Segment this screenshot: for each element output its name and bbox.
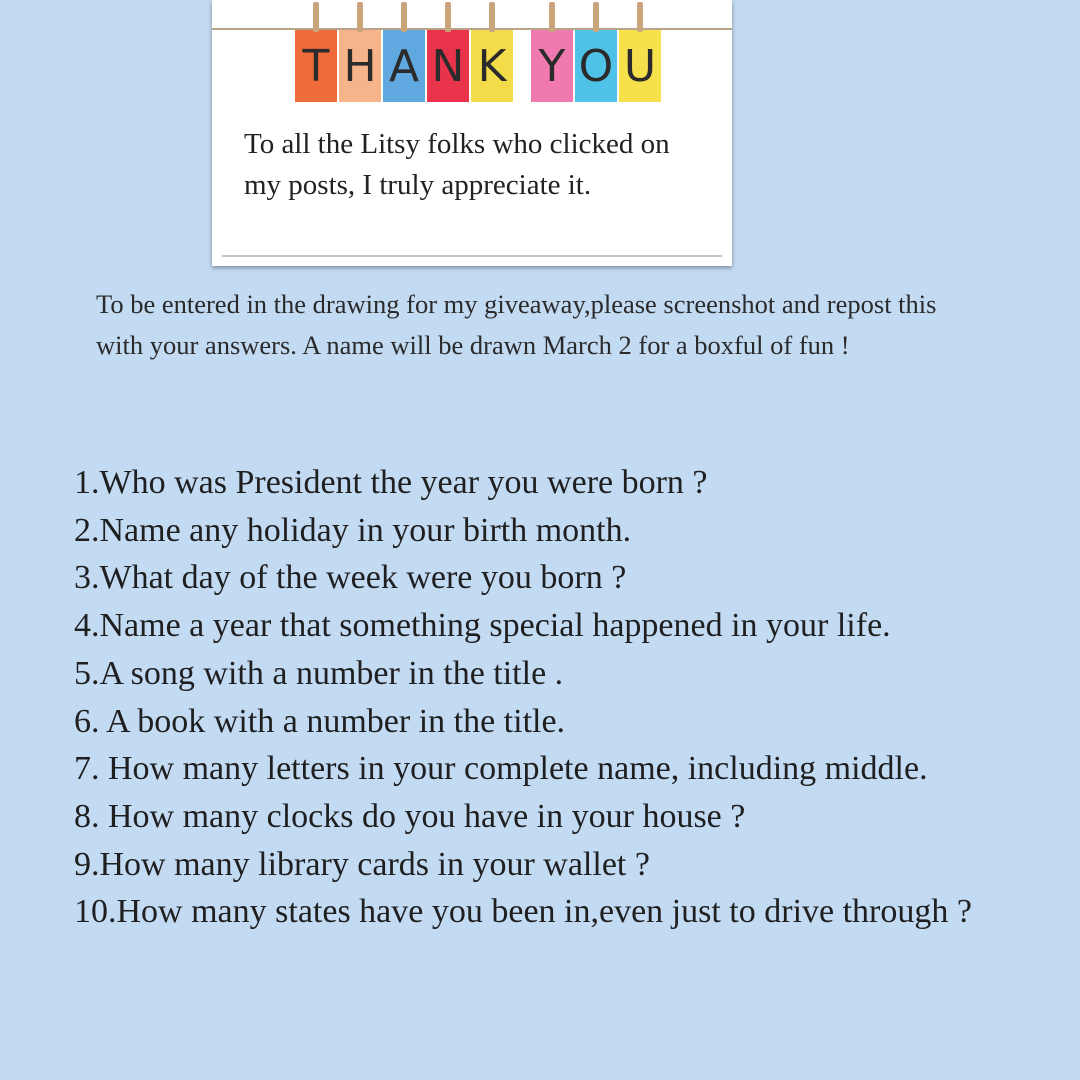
thank-you-banner	[295, 30, 663, 102]
question-9: 9.How many library cards in your wallet ?	[74, 845, 650, 883]
banner-letter: U	[623, 41, 657, 92]
clothespin-icon	[357, 2, 363, 32]
question-6: 6. A book with a number in the title.	[74, 702, 566, 740]
question-10: 10.How many states have you been in,even just to drive through ?	[74, 893, 972, 931]
question-7: 7. How many letters in your complete name, including middle.	[74, 750, 928, 788]
question-1: 1.Who was President the year you were born ?	[74, 464, 708, 501]
question-list	[74, 459, 1014, 936]
banner-tag-h	[339, 30, 381, 102]
question-4: 4.Name a year that something special happened in your life.	[74, 607, 891, 645]
question-5: 5.A song with a number in the title .	[74, 654, 564, 692]
banner-letter: O	[578, 41, 614, 92]
banner-letter: N	[431, 41, 465, 92]
clothespin-icon	[489, 2, 495, 32]
clothespin-icon	[401, 2, 407, 32]
clothespin-icon	[313, 2, 319, 32]
question-8: 8. How many clocks do you have in your house ?	[74, 797, 746, 835]
banner-tag-u	[619, 30, 661, 102]
banner-tag-t	[295, 30, 337, 102]
banner-letter: T	[302, 41, 330, 92]
banner-letter: H	[343, 41, 377, 92]
card-divider	[222, 255, 722, 257]
banner-letter: Y	[538, 41, 566, 92]
banner-tag-n	[427, 30, 469, 102]
clothespin-icon	[637, 2, 643, 32]
banner-tag-a	[383, 30, 425, 102]
banner-letter: K	[477, 41, 507, 92]
giveaway-instructions: To be entered in the drawing for my giveaway,please screenshot and repost this with your answers. A name will be drawn March 2 for a boxful of fun !	[96, 289, 937, 360]
clothespin-icon	[593, 2, 599, 32]
card-message: To all the Litsy folks who clicked on my posts, I truly appreciate it.	[244, 128, 670, 201]
question-3: 3.What day of the week were you born ?	[74, 559, 627, 597]
banner-letter: A	[388, 41, 420, 92]
thank-you-card	[212, 0, 732, 266]
banner-tag-k	[471, 30, 513, 102]
clothespin-icon	[445, 2, 451, 32]
banner-tag-y	[531, 30, 573, 102]
question-2: 2.Name any holiday in your birth month.	[74, 511, 632, 549]
clothespin-icon	[549, 2, 555, 32]
banner-tag-o	[575, 30, 617, 102]
